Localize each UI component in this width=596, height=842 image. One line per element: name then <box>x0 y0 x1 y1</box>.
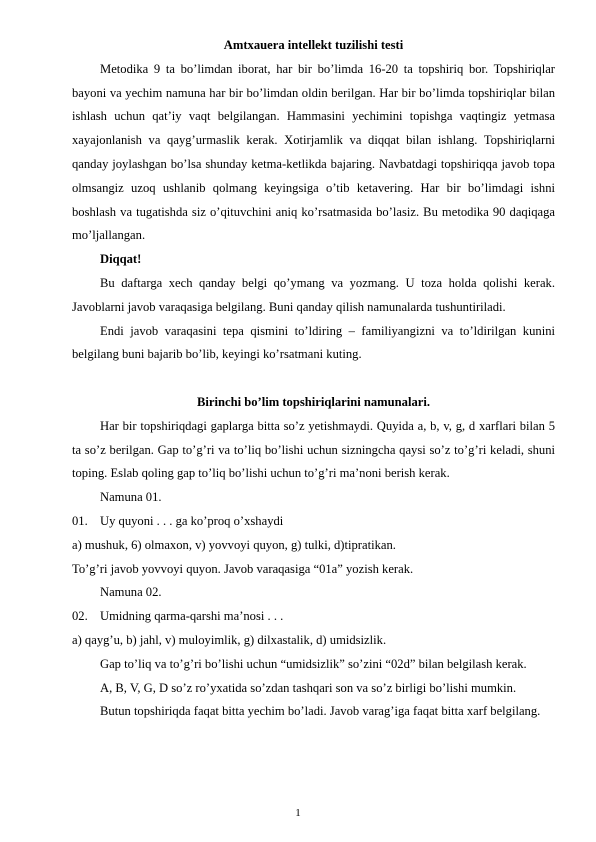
sample1-question-text: Uy quyoni . . . ga ko’proq o’xshaydi <box>100 513 284 528</box>
sample1-answer: To’g’ri javob yovvoyi quyon. Javob varaqasiga “01a” yozish kerak. <box>72 561 414 576</box>
sample2-label: Namuna 02. <box>100 585 162 600</box>
answer-sheet-paragraph: Endi javob varaqasini tepa qismini to’ldiring – familiyangizni va to’ldirilgan kunini belgilang buni bajarib bo’lib, keyingi ko’rsatmani kuting. <box>72 323 555 362</box>
intro-paragraph: Metodika 9 ta bo’limdan iborat, har bir bo’limda 16-20 ta topshiriq bor. Topshiriqlar bayoni va yechim namuna har bir bo’limdan oldin berilgan. Har bir bo’limda topshiriqlar bilan ishlash uchun qat’iy vaqt belgilangan. Hammasini yechimini topishga vaqtingiz yetmasa xayajonlanish va qayg’urmaslik kerak. Xotirjamlik va diqqat bilan ishlang. Topshiriqlarni qanday joylashgan bo’lsa shunday ketma-ketlikda bajaring. Navbatdagi topshiriqqa javob topa olmsangiz uzoq ushlanib qolmang keyingsiga o’tib ketavering. Har bir bo’limdagi ishni boshlash va tugatishda siz o’qituvchini aniq ko’rsatmasida bo’lasiz. Bu metodika 90 daqiqaga mo’ljallangan. <box>72 61 555 243</box>
section-instructions: Har bir topshiriqdagi gaplarga bitta so’z yetishmaydi. Quyida a, b, v, g, d xarflari bilan 5 ta so’z berilgan. Gap to’g’ri va to’liq bo’lishi uchun sizningcha qaysi so’z to’g’ri keladi, shuni toping. Eslab qoling gap to’liq bo’lishi uchun to’g’ri ma’noni berish kerak. <box>72 418 555 481</box>
sample1-label: Namuna 01. <box>100 490 162 505</box>
attention-heading: Diqqat! <box>100 252 142 267</box>
document-title: Amtxauera intellekt tuzilishi testi <box>223 38 404 52</box>
final-note: Butun topshiriqda faqat bitta yechim bo’ladi. Javob varag’iga faqat bitta xarf belgilang. <box>100 704 541 719</box>
letters-note: A, B, V, G, D so’z ro’yxatida so’zdan tashqari son va so’z birligi bo’lishi mumkin. <box>100 680 517 695</box>
document-page <box>72 34 555 724</box>
sample2-question-text: Umidning qarma-qarshi ma’nosi . . . <box>100 609 284 624</box>
sample1-number: 01. <box>72 513 88 528</box>
sample2-number: 02. <box>72 609 88 624</box>
blank-line <box>72 367 555 391</box>
sample1-question <box>72 510 555 534</box>
page-number: 1 <box>295 807 301 819</box>
sample1-options: a) mushuk, 6) olmaxon, v) yovvoyi quyon, g) tulki, d)tipratikan. <box>72 537 396 552</box>
attention-paragraph: Bu daftarga xech qanday belgi qo’ymang va yozmang. U toza holda qolishi kerak. Javoblarni javob varaqasiga belgilang. Buni qanday qilish namunalarda tushuntiriladi. <box>72 275 555 314</box>
sample2-question <box>72 605 555 629</box>
sample2-options: a) qayg’u, b) jahl, v) muloyimlik, g) dilxastalik, d) umidsizlik. <box>72 632 387 647</box>
sample2-answer: Gap to’liq va to’g’ri bo’lishi uchun “umidsizlik” so’zini “02d” bilan belgilash kerak. <box>100 656 527 671</box>
section-title: Birinchi bo’lim topshiriqlarini namunalari. <box>196 394 431 409</box>
